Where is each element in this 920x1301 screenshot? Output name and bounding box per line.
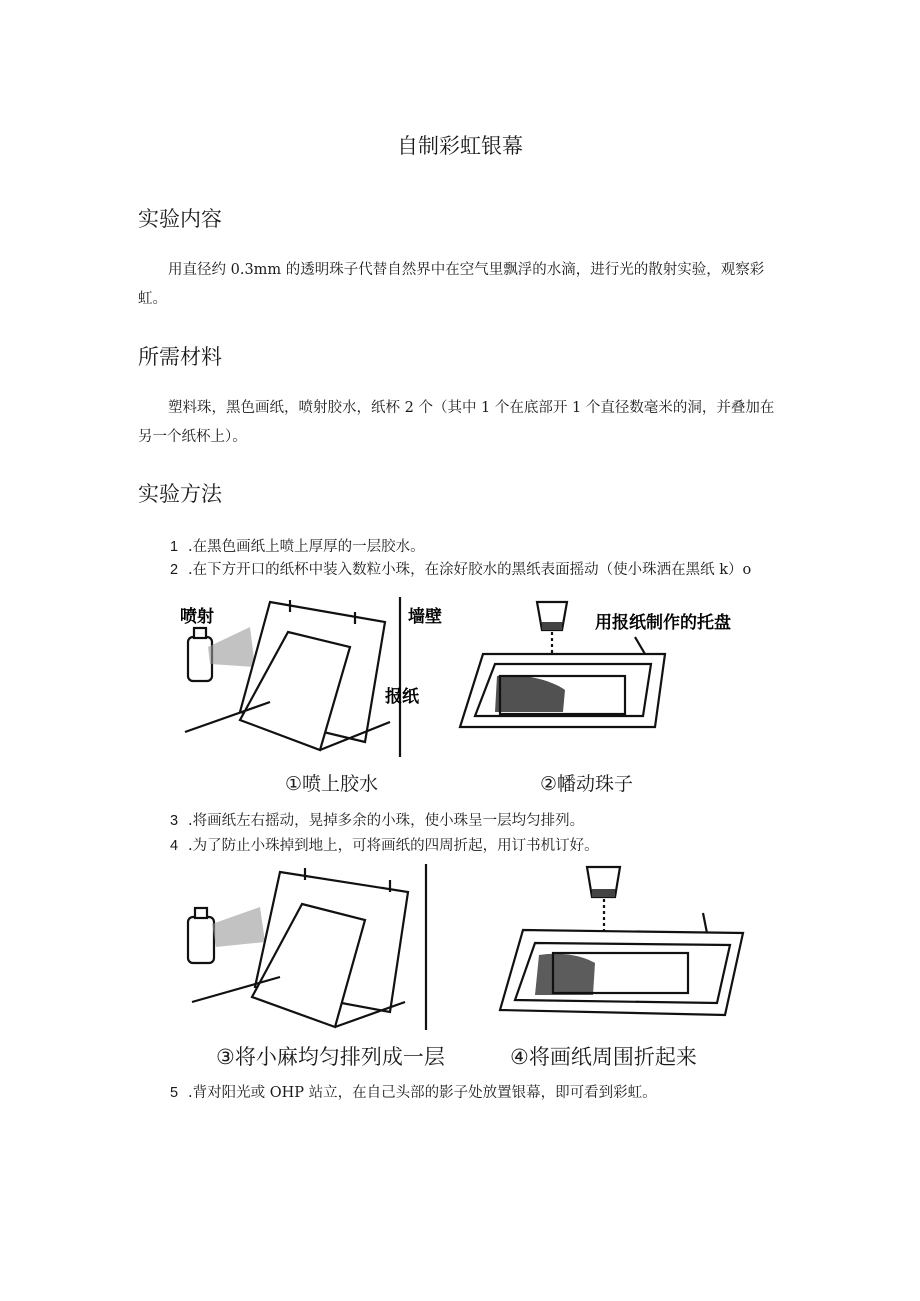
method-step-1 <box>170 535 425 556</box>
method-step-2 <box>170 558 751 579</box>
step-number: 2 <box>170 562 179 578</box>
step-number: 1 <box>170 539 179 555</box>
figure-fold-edges <box>495 855 755 1030</box>
figure-label-tray: 用报纸制作的托盘 <box>595 613 731 633</box>
method-step-3 <box>170 809 584 830</box>
step-text: .在下方开口的纸杯中装入数粒小珠，在涂好胶水的黑纸表面摇动（使小珠洒在黑纸 k）o <box>188 562 752 578</box>
method-step-5 <box>170 1081 657 1102</box>
figure-label-wall: 墙壁 <box>408 607 442 627</box>
figure-caption-spray: ①喷上胶水 <box>285 773 379 795</box>
section-heading-materials: 所需材料 <box>138 345 222 369</box>
step-text: .背对阳光或 OHP 站立，在自己头部的影子处放置银幕，即可看到彩虹。 <box>188 1085 657 1101</box>
figure-label-newspaper: 报纸 <box>385 687 419 707</box>
figure-caption-spread: ③将小麻均匀排列成一层 <box>216 1045 445 1069</box>
section-text-materials: 塑料珠，黑色画纸，喷射胶水，纸杯 2 个（其中 1 个在底部开 1 个直径数毫米的洞，并叠加在另一个纸杯上）。 <box>138 400 775 445</box>
step-number: 3 <box>170 813 179 829</box>
figure-spread-layer <box>180 862 450 1032</box>
method-step-4 <box>170 834 599 855</box>
step-text: .将画纸左右摇动，晃掉多余的小珠，使小珠呈一层均匀排列。 <box>188 813 585 829</box>
step-text: .在黑色画纸上喷上厚厚的一层胶水。 <box>188 539 425 555</box>
step-number: 5 <box>170 1085 179 1101</box>
figure-shake-beads <box>455 592 755 762</box>
figure-caption-fold: ④将画纸周围折起来 <box>510 1045 697 1069</box>
step-number: 4 <box>170 838 179 854</box>
page-title: 自制彩虹银幕 <box>397 134 523 158</box>
section-text-content: 用直径约 0.3mm 的透明珠子代替自然界中在空气里飘浮的水滴，进行光的散射实验，观察彩虹。 <box>138 262 765 307</box>
figure-label-spray: 喷射 <box>180 607 214 627</box>
figure-caption-shake: ②幡动珠子 <box>540 773 634 795</box>
step-text: .为了防止小珠掉到地上，可将画纸的四周折起，用订书机订好。 <box>188 838 599 854</box>
section-heading-content: 实验内容 <box>138 207 222 231</box>
figure-spray-glue <box>170 592 460 762</box>
section-heading-method: 实验方法 <box>138 482 222 506</box>
